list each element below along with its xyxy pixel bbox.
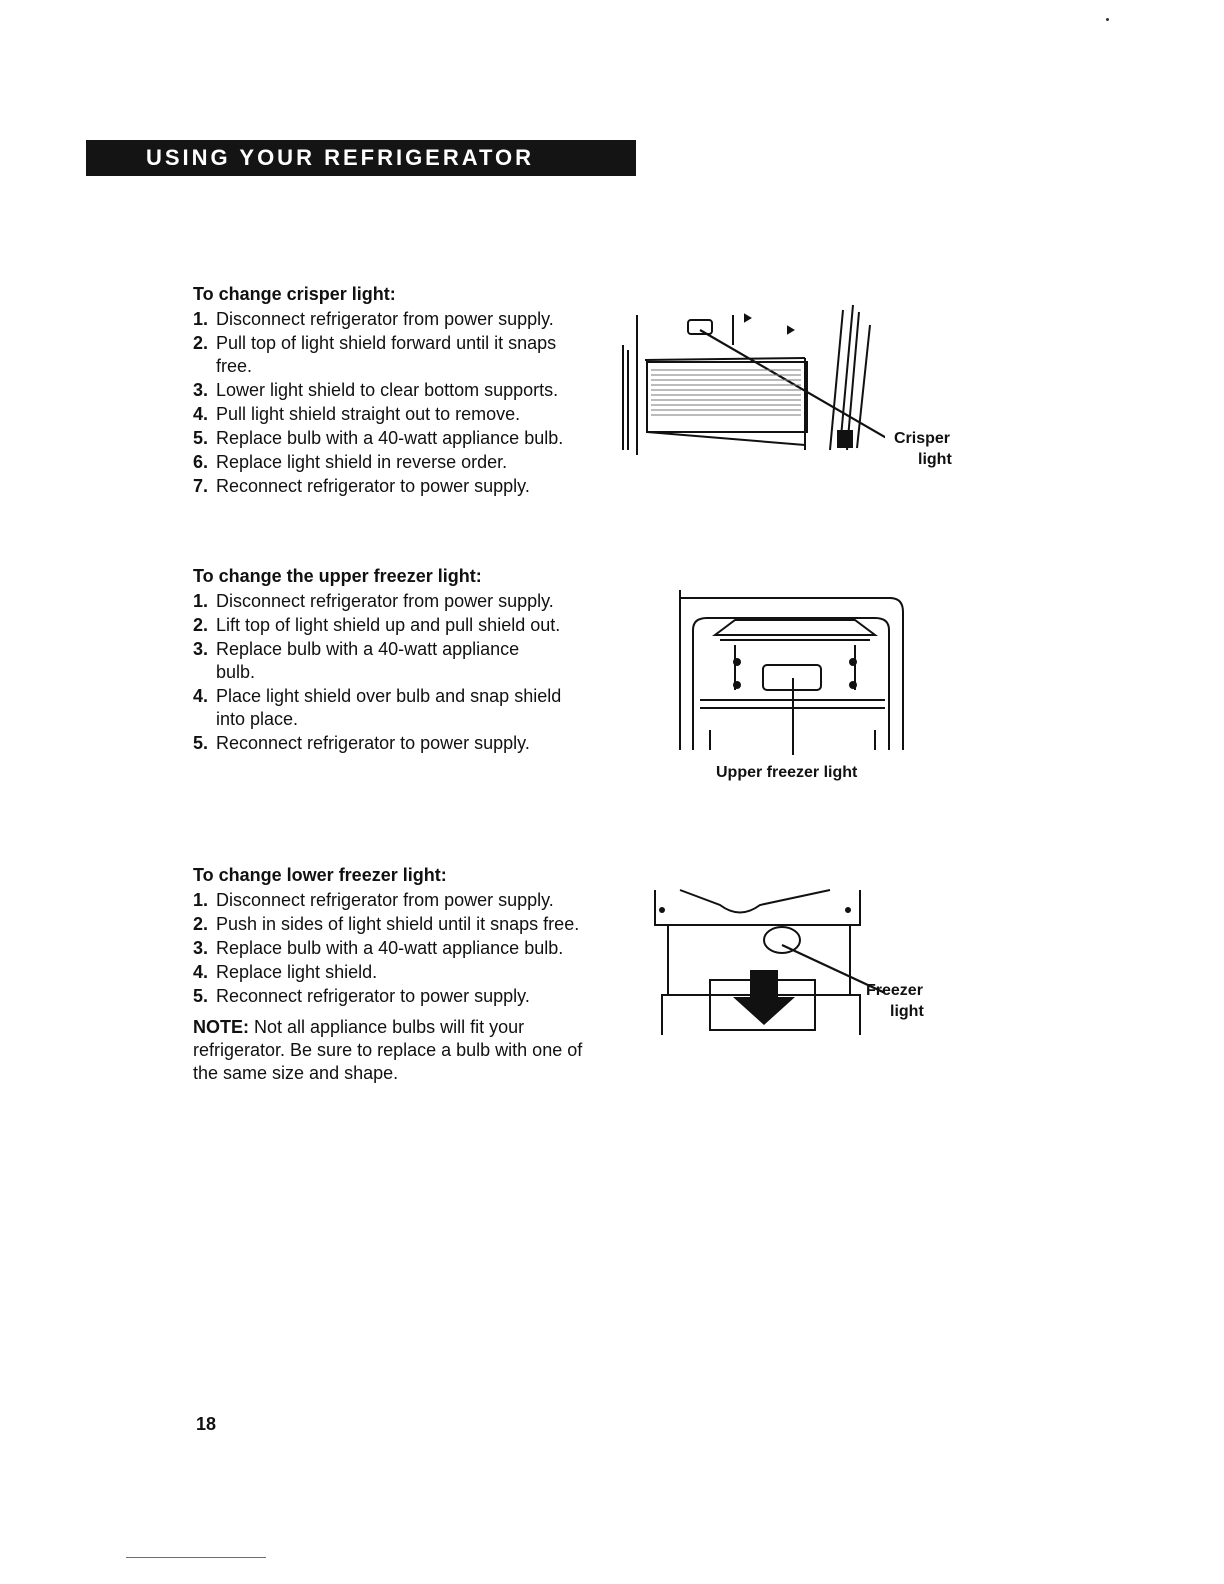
- list-item: 3. Replace bulb with a 40-watt appliance bulb.: [193, 639, 520, 682]
- list-item: 2. Pull top of light shield forward until it snaps free.: [193, 333, 557, 376]
- lower-freezer-light-illustration: [650, 885, 885, 1040]
- list-item: 3. Replace bulb with a 40-watt appliance bulb.: [193, 938, 564, 958]
- page-number: 18: [196, 1414, 217, 1434]
- list-item: 4. Place light shield over bulb and snap shield into place.: [193, 686, 562, 729]
- header-title: USING YOUR REFRIGERATOR: [146, 145, 535, 170]
- bulb-note: [193, 1016, 593, 1085]
- crisper-heading: To change crisper light:: [193, 284, 396, 304]
- list-item: 6. Replace light shield in reverse order.: [193, 452, 508, 472]
- crisper-light-label: Crisper light: [894, 430, 952, 468]
- list-item: 2. Push in sides of light shield until it snaps free.: [193, 914, 580, 934]
- footer-rule: [126, 1557, 266, 1558]
- list-item: 4. Replace light shield.: [193, 962, 378, 982]
- note-label: NOTE:: [193, 1017, 249, 1037]
- freezer-light-label: Freezer light: [866, 982, 924, 1020]
- lower-freezer-steps: [193, 889, 593, 1008]
- crisper-light-illustration: [615, 300, 885, 475]
- upper-freezer-light-illustration: [675, 590, 910, 755]
- list-item: 1. Disconnect refrigerator from power supply.: [193, 890, 554, 910]
- list-item: 4. Pull light shield straight out to remove.: [193, 404, 521, 424]
- list-item: 5. Reconnect refrigerator to power supply.: [193, 733, 530, 753]
- upper-freezer-heading: To change the upper freezer light:: [193, 566, 482, 586]
- list-item: 7. Reconnect refrigerator to power supply.: [193, 476, 530, 496]
- crisper-steps: [193, 308, 593, 498]
- list-item: 3. Lower light shield to clear bottom supports.: [193, 380, 559, 400]
- list-item: 2. Lift top of light shield up and pull shield out.: [193, 615, 561, 635]
- list-item: 5. Replace bulb with a 40-watt appliance bulb.: [193, 428, 564, 448]
- upper-freezer-light-section: [193, 565, 563, 756]
- scan-speck: [1106, 18, 1109, 21]
- list-item: 1. Disconnect refrigerator from power supply.: [193, 591, 554, 611]
- section-header: [86, 140, 636, 176]
- list-item: 5. Reconnect refrigerator to power supply.: [193, 986, 530, 1006]
- list-item: 1. Disconnect refrigerator from power supply.: [193, 309, 554, 329]
- lower-freezer-heading: To change lower freezer light:: [193, 865, 447, 885]
- crisper-light-section: [193, 283, 593, 499]
- lower-freezer-light-section: [193, 864, 593, 1085]
- upper-freezer-steps: [193, 590, 563, 755]
- note-text: Not all appliance bulbs will fit your refrigerator. Be sure to replace a bulb with one of the same size and shape.: [193, 1017, 583, 1083]
- upper-freezer-light-label: Upper freezer light: [716, 764, 858, 781]
